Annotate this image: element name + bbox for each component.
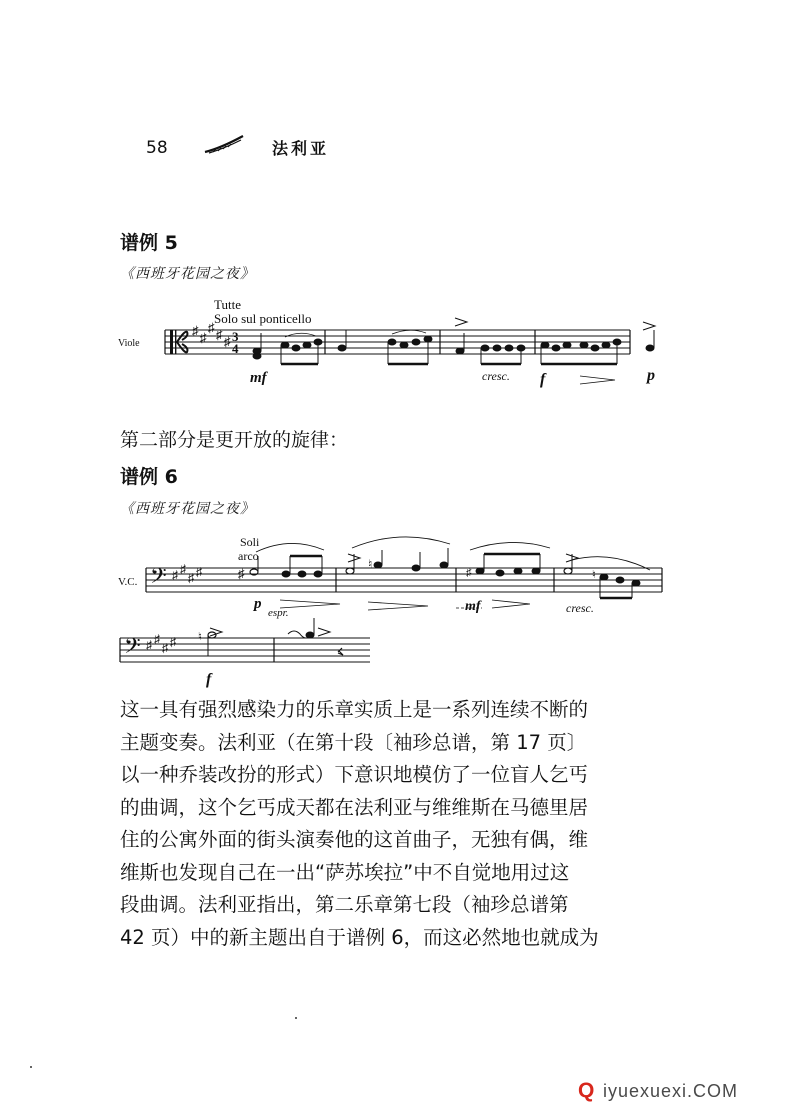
- instrument-label-viole: Viole: [118, 338, 140, 349]
- notes-measure-2: [338, 330, 432, 364]
- time-signature: 3: [232, 329, 239, 344]
- intro-text: 第二部分是更开放的旋律：: [120, 429, 349, 451]
- page-number: 58: [146, 138, 168, 158]
- vc-notes-m4: [564, 554, 650, 598]
- bass-clef-icon-2: 𝄢: [124, 634, 141, 663]
- stray-dot: [30, 1066, 32, 1068]
- header-ornament-icon: [203, 132, 245, 156]
- hairpins: [280, 600, 530, 610]
- dynamic-mf: mf: [465, 599, 481, 614]
- bass-clef-icon: 𝄢: [150, 564, 167, 593]
- paragraph-line: 这一具有强烈感染力的乐章实质上是一系列连续不断的: [120, 698, 589, 721]
- svg-text:♯: ♯: [188, 571, 194, 585]
- svg-text:♯: ♯: [146, 638, 152, 652]
- dynamic-cresc: cresc.: [482, 369, 510, 383]
- notes-measure-4: [541, 339, 621, 384]
- running-title: 法利亚: [272, 139, 330, 158]
- watermark-text: iyuexuexi.COM: [603, 1081, 739, 1101]
- svg-text:♯: ♯: [200, 330, 207, 345]
- dynamic-cresc: cresc.: [566, 601, 594, 615]
- body-paragraph: [120, 694, 688, 954]
- svg-text:♯: ♯: [154, 632, 160, 646]
- svg-text:♮: ♮: [592, 569, 596, 581]
- svg-text:♯: ♯: [238, 566, 245, 581]
- example-6-score: [110, 532, 680, 692]
- stray-dot: [295, 1017, 297, 1019]
- example-5-source: 《西班牙花园之夜》: [120, 266, 255, 282]
- notes-final: [643, 322, 655, 351]
- paragraph-line: 以一种乔装改扮的形式）下意识地模仿了一位盲人乞丐: [120, 763, 589, 786]
- paragraph-line: 段曲调。法利亚指出，第二乐章第七段（袖珍总谱第: [120, 893, 569, 916]
- svg-text:♯: ♯: [172, 568, 178, 582]
- dynamic-p: p: [647, 367, 655, 384]
- dynamic-f: f: [206, 671, 212, 688]
- example-6-label: 谱例 6: [120, 466, 178, 488]
- paragraph-line: 维斯也发现自己在一出“萨苏埃拉”中不自觉地用过这: [120, 860, 570, 884]
- dynamic-f: f: [540, 371, 546, 388]
- notes-measure-3: [455, 318, 525, 364]
- watermark-logo: Q: [578, 1079, 595, 1102]
- svg-text:♮: ♮: [198, 631, 202, 643]
- tempo-text-solo: Solo sul ponticello: [214, 311, 312, 326]
- example-5-label: 谱例 5: [120, 232, 178, 254]
- svg-text:♯: ♯: [192, 323, 199, 338]
- paragraph-line: 主题变奏。法利亚（在第十段〔袖珍总谱，第 17 页〕: [120, 730, 587, 754]
- svg-text:♯: ♯: [162, 641, 168, 655]
- staff-lines-system-1: [146, 568, 662, 592]
- tempo-text-tutte: Tutte: [214, 297, 241, 312]
- dynamic-espr: espr.: [268, 607, 289, 619]
- svg-text:4: 4: [232, 341, 239, 356]
- svg-text:♯: ♯: [180, 562, 186, 576]
- svg-text:♯: ♯: [208, 320, 215, 335]
- tempo-text-soli: Soli: [240, 535, 260, 549]
- svg-text:♯: ♯: [224, 334, 231, 349]
- paragraph-line: 住的公寓外面的街头演奏他的这首曲子，无独有偶，维: [120, 828, 589, 851]
- example-6-source: 《西班牙花园之夜》: [120, 501, 255, 517]
- paragraph-line: 的曲调，这个乞丐成天都在法利亚与维维斯在马德里居: [120, 795, 589, 819]
- svg-text:♮: ♮: [368, 557, 373, 571]
- tempo-text-arco: arco: [238, 549, 259, 563]
- svg-text:♯: ♯: [196, 565, 202, 579]
- dynamic-mf: mf: [250, 370, 267, 386]
- svg-text:♯: ♯: [216, 327, 223, 342]
- paragraph-line: 42 页）中的新主题出自于谱例 6，而这必然地也就成为: [120, 925, 599, 949]
- example-5-score: [110, 296, 670, 388]
- svg-text:♯: ♯: [170, 635, 176, 649]
- instrument-label-vc: V.C.: [118, 576, 138, 588]
- dynamic-p: p: [254, 596, 262, 612]
- svg-text:♯: ♯: [466, 567, 472, 579]
